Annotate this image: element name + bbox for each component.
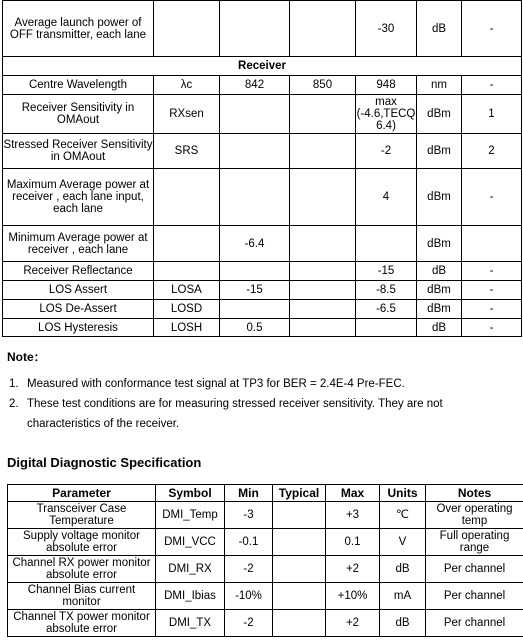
note-cell: -	[462, 262, 522, 281]
ddm-header-cell: Symbol	[156, 485, 225, 502]
typical-cell	[290, 226, 356, 262]
typical-cell	[290, 169, 356, 226]
symbol-cell: LOSD	[154, 300, 220, 319]
typical-cell	[290, 319, 356, 337]
unit-cell: dB	[417, 262, 462, 281]
unit-cell: dB	[417, 319, 462, 337]
max-cell: +3	[326, 502, 380, 529]
symbol-cell	[154, 1, 220, 57]
min-cell: -10%	[225, 583, 273, 610]
note-cell: Full operating range	[426, 529, 523, 556]
max-cell: +10%	[326, 583, 380, 610]
typical-cell	[290, 134, 356, 169]
table-row	[3, 76, 522, 95]
unit-cell: dBm	[417, 134, 462, 169]
unit-cell: dBm	[417, 300, 462, 319]
unit-cell: dB	[417, 1, 462, 57]
symbol-cell: LOSA	[154, 281, 220, 300]
table-row	[8, 502, 523, 529]
min-cell: -2	[225, 610, 273, 637]
table-row	[3, 319, 522, 337]
typical-cell	[290, 95, 356, 134]
ddm-header-cell: Notes	[426, 485, 523, 502]
parameter-cell: Transceiver Case Temperature	[8, 502, 156, 529]
max-cell: 948	[356, 76, 417, 95]
parameter-cell: Receiver Sensitivity in OMAout	[3, 95, 154, 134]
note-number: 2.	[9, 398, 19, 410]
symbol-cell	[154, 169, 220, 226]
parameter-cell: LOS De-Assert	[3, 300, 154, 319]
note-cell: -	[462, 281, 522, 300]
unit-cell: dBm	[417, 169, 462, 226]
note-cell: -	[462, 319, 522, 337]
unit-cell: dBm	[417, 226, 462, 262]
note-cell: Per channel	[426, 556, 523, 583]
parameter-cell: Channel TX power monitor absolute error	[8, 610, 156, 637]
note-text: Measured with conformance test signal at TP3 for BER = 2.4E-4 Pre-FEC.	[27, 378, 405, 390]
note-cell: Per channel	[426, 610, 523, 637]
max-cell: -2	[356, 134, 417, 169]
ddm-header-cell: Units	[380, 485, 426, 502]
parameter-cell: Maximum Average power at receiver , each lane input, each lane	[3, 169, 154, 226]
parameter-cell: Average launch power of OFF transmitter, each lane	[3, 1, 154, 57]
min-cell: 842	[220, 76, 290, 95]
table-row	[8, 556, 523, 583]
table-row	[3, 300, 522, 319]
table-row	[3, 226, 522, 262]
receiver-spec-table	[2, 0, 522, 337]
symbol-cell: RXsen	[154, 95, 220, 134]
unit-cell: nm	[417, 76, 462, 95]
unit-cell: ℃	[380, 502, 426, 529]
min-cell: 0.5	[220, 319, 290, 337]
table-row	[8, 583, 523, 610]
notes-section	[7, 348, 517, 434]
parameter-cell: Supply voltage monitor absolute error	[8, 529, 156, 556]
ddm-header-cell: Max	[326, 485, 380, 502]
symbol-cell: DMI_RX	[156, 556, 225, 583]
max-cell: +2	[326, 556, 380, 583]
max-cell	[356, 319, 417, 337]
symbol-cell: DMI_VCC	[156, 529, 225, 556]
symbol-cell: SRS	[154, 134, 220, 169]
note-cell: Per channel	[426, 583, 523, 610]
min-cell: -2	[225, 556, 273, 583]
typical-cell	[273, 583, 326, 610]
note-cell: -	[462, 76, 522, 95]
parameter-cell: LOS Hysteresis	[3, 319, 154, 337]
min-cell: -0.1	[225, 529, 273, 556]
note-cell: 2	[462, 134, 522, 169]
max-cell: -8.5	[356, 281, 417, 300]
unit-cell: mA	[380, 583, 426, 610]
ddm-header-cell: Parameter	[8, 485, 156, 502]
symbol-cell	[154, 226, 220, 262]
unit-cell: dB	[380, 556, 426, 583]
min-cell	[220, 1, 290, 57]
max-cell: 0.1	[326, 529, 380, 556]
table-row	[8, 610, 523, 637]
min-cell	[220, 134, 290, 169]
min-cell	[220, 169, 290, 226]
note-cell: Over operating temp	[426, 502, 523, 529]
symbol-cell: DMI_Temp	[156, 502, 225, 529]
note-item	[7, 374, 517, 394]
table-row	[3, 1, 522, 57]
unit-cell: dBm	[417, 95, 462, 134]
note-cell	[462, 226, 522, 262]
notes-title: Note：	[7, 350, 46, 364]
ddm-table-rows	[8, 502, 523, 637]
ddm-spec-table	[7, 484, 523, 637]
max-cell: -30	[356, 1, 417, 57]
min-cell	[220, 300, 290, 319]
symbol-cell: λc	[154, 76, 220, 95]
typical-cell	[290, 300, 356, 319]
receiver-section-row	[3, 57, 522, 76]
table-row	[3, 95, 522, 134]
ddm-header-cell: Typical	[273, 485, 326, 502]
max-cell: -6.5	[356, 300, 417, 319]
receiver-table-top-rows	[3, 1, 522, 57]
typical-cell	[273, 502, 326, 529]
note-cell: 1	[462, 95, 522, 134]
max-cell: 4	[356, 169, 417, 226]
parameter-cell: Stressed Receiver Sensitivity in OMAout	[3, 134, 154, 169]
typical-cell	[273, 556, 326, 583]
note-cell: -	[462, 300, 522, 319]
ddm-header-cell: Min	[225, 485, 273, 502]
max-cell	[356, 226, 417, 262]
note-text: These test conditions are for measuring stressed receiver sensitivity. They are not characteristics of the receiver.	[27, 398, 443, 430]
min-cell: -3	[225, 502, 273, 529]
min-cell: -6.4	[220, 226, 290, 262]
parameter-cell: Channel Bias current monitor	[8, 583, 156, 610]
table-row	[8, 529, 523, 556]
typical-cell	[290, 281, 356, 300]
unit-cell: dB	[380, 610, 426, 637]
typical-cell	[273, 529, 326, 556]
receiver-table-rows	[3, 76, 522, 337]
typical-cell: 850	[290, 76, 356, 95]
typical-cell	[273, 610, 326, 637]
table-row	[3, 134, 522, 169]
ddm-section-title: Digital Diagnostic Specification	[7, 455, 202, 470]
table-row	[3, 262, 522, 281]
symbol-cell: DMI_TX	[156, 610, 225, 637]
symbol-cell	[154, 262, 220, 281]
min-cell	[220, 95, 290, 134]
table-row	[3, 281, 522, 300]
note-item	[7, 394, 517, 434]
note-cell: -	[462, 1, 522, 57]
max-cell: -15	[356, 262, 417, 281]
ddm-header-row	[8, 485, 523, 502]
receiver-section-title: Receiver	[3, 57, 522, 76]
parameter-cell: Channel RX power monitor absolute error	[8, 556, 156, 583]
parameter-cell: Minimum Average power at receiver , each lane	[3, 226, 154, 262]
symbol-cell: LOSH	[154, 319, 220, 337]
parameter-cell: Receiver Reflectance	[3, 262, 154, 281]
max-cell: +2	[326, 610, 380, 637]
table-row	[3, 169, 522, 226]
max-cell: max (-4.6,TECQ 6.4)	[356, 96, 416, 132]
min-cell: -15	[220, 281, 290, 300]
symbol-cell: DMI_Ibias	[156, 583, 225, 610]
unit-cell: V	[380, 529, 426, 556]
note-number: 1.	[9, 378, 19, 390]
typical-cell	[290, 262, 356, 281]
parameter-cell: Centre Wavelength	[3, 76, 154, 95]
notes-list	[7, 374, 517, 434]
note-cell: -	[462, 169, 522, 226]
unit-cell: dBm	[417, 281, 462, 300]
parameter-cell: LOS Assert	[3, 281, 154, 300]
typical-cell	[290, 1, 356, 57]
min-cell	[220, 262, 290, 281]
